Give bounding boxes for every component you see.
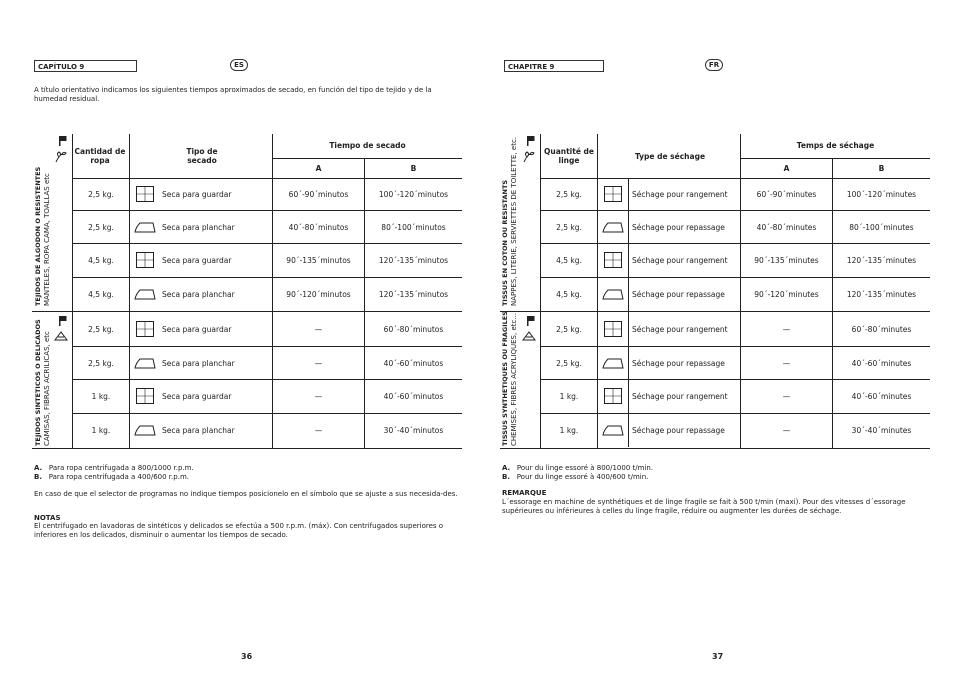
notes-text: L´essorage en machine de synthétiques et de linge fragile se fait à 500 t/min (maxi). Pour des vitesses d´essorage supérieures ou inférieures à celles du linge fragile, réduire ou augmenter les durées de séchage. [502,498,906,515]
delicate-icon [522,330,536,342]
type-cell: Seca para planchar [162,358,235,368]
type-cell: Seca para planchar [162,290,235,299]
time-a-cell: 90´-120´minutos [286,290,351,299]
type-cell: Seca para guardar [162,256,232,265]
time-a-cell: 60´-90´minutos [288,190,349,199]
cupboard-icon [604,252,622,268]
note-a: A. Para ropa centrifugada a 800/1000 r.p.m. [34,464,194,472]
time-a-cell: — [314,358,323,368]
language-badge: ES [230,59,248,71]
iron-icon [602,220,624,234]
time-a-cell: 90´-135´minutos [286,256,351,265]
note-a: A. Pour du linge essoré à 800/1000 t/min. [502,464,654,472]
intro-text: A título orientativo indicamos los siguientes tiempos aproximados de secado, en función del tipo de tejido y de la humedad residual. [34,86,432,103]
iron-icon [602,287,624,301]
quantity-cell: 2,5 kg. [556,190,582,199]
group1-label: TEJIDOS DE ALGODON O RESISTENTES MANTELES, ROPA CAMA, TOALLAS etc [34,166,51,306]
type-cell: Seca para guardar [162,392,232,401]
cupboard-icon [604,186,622,202]
flag-icon [59,316,67,326]
time-b-cell: 40´-60´minutes [851,358,912,368]
time-b-cell: 120´-135´minutes [846,256,917,265]
group2-label: TISSUS SYNTHETIQUES OU FRAGILES CHEMISES, FIBRES ACRYLIQUES, etc... [501,311,518,446]
time-a-cell: 40´-80´minutos [288,222,349,232]
time-b-cell: 40´-60´minutos [383,392,444,401]
iron-icon [134,287,156,301]
time-b-cell: 120´-135´minutes [846,290,917,299]
time-a-cell: — [782,392,791,401]
quantity-cell: 4,5 kg. [556,290,582,299]
type-cell: Séchage pour repassage [632,222,725,232]
chapter-label: CAPÍTULO 9 [34,60,137,72]
header-a: A [783,164,790,173]
iron-icon [602,423,624,437]
time-a-cell: — [782,426,791,435]
quantity-cell: 2,5 kg. [556,358,582,368]
flag-icon [527,316,535,326]
type-cell: Séchage pour repassage [632,290,725,299]
time-a-cell: 90´-135´minutes [754,256,819,265]
cupboard-icon [136,252,154,268]
time-b-cell: 30´-40´minutes [851,426,912,435]
time-b-cell: 120´-135´minutos [378,256,449,265]
time-b-cell: 30´-40´minutos [383,426,444,435]
type-cell: Seca para guardar [162,324,232,334]
type-cell: Séchage pour repassage [632,426,725,435]
type-cell: Séchage pour rangement [632,256,728,265]
time-a-cell: — [782,324,791,334]
page-number: 36 [241,652,253,661]
group1-label: TISSUS EN COTON OU RESISTANTS NAPPES, LITERIE, SERVIETTES DE TOILETTE, etc. [501,136,518,306]
selector-paragraph: En caso de que el selector de programas no indique tiempos posicionelo en el símbolo que se ajuste a sus necesida-des. [34,490,458,498]
header-b: B [878,164,885,173]
header-type: Tipo de secado [186,147,218,165]
quantity-cell: 2,5 kg. [88,222,114,232]
type-cell: Seca para planchar [162,222,235,232]
header-time: Temps de séchage [796,140,875,150]
header-b: B [410,164,417,173]
time-b-cell: 40´-60´minutes [851,392,912,401]
quantity-cell: 1 kg. [91,392,111,401]
time-b-cell: 40´-60´minutos [383,358,444,368]
iron-icon [134,220,156,234]
header-quantity: Cantidad de ropa [74,147,126,165]
time-b-cell: 100´-120´minutos [378,190,449,199]
quantity-cell: 1 kg. [559,426,579,435]
quantity-cell: 2,5 kg. [88,190,114,199]
time-a-cell: — [782,358,791,368]
header-type: Type de séchage [634,151,706,161]
quantity-cell: 2,5 kg. [556,222,582,232]
flag-icon [527,136,535,146]
type-cell: Séchage pour rangement [632,324,728,334]
quantity-cell: 4,5 kg. [556,256,582,265]
time-a-cell: — [314,426,323,435]
cupboard-icon [136,321,154,337]
cupboard-icon [604,321,622,337]
header-a: A [315,164,322,173]
iron-icon [134,356,156,370]
time-a-cell: — [314,392,323,401]
time-b-cell: 60´-80´minutes [851,324,912,334]
quantity-cell: 2,5 kg. [556,324,582,334]
time-b-cell: 80´-100´minutos [381,222,446,232]
quantity-cell: 4,5 kg. [88,290,114,299]
notes-title: REMARQUE [502,489,547,497]
quantity-cell: 1 kg. [91,426,111,435]
chapter-label: CHAPITRE 9 [504,60,604,72]
type-cell: Séchage pour rangement [632,190,728,199]
type-cell: Séchage pour repassage [632,358,725,368]
header-time: Tiempo de secado [329,140,406,150]
quantity-cell: 2,5 kg. [88,324,114,334]
cupboard-icon [136,186,154,202]
type-cell: Séchage pour rangement [632,392,728,401]
time-a-cell: 40´-80´minutes [756,222,817,232]
delicate-icon [54,330,68,342]
time-b-cell: 80´-100´minutes [849,222,914,232]
drying-table [500,134,930,449]
time-a-cell: 60´-90´minutes [756,190,817,199]
header-quantity: Quantité de linge [543,147,594,165]
quantity-cell: 4,5 kg. [88,256,114,265]
cotton-icon [54,150,68,164]
note-b: B. Pour du linge essoré à 400/600 t/min. [502,473,649,481]
time-a-cell: 90´-120´minutes [754,290,819,299]
flag-icon [59,136,67,146]
note-b: B. Para ropa centrifugada a 400/600 r.p.m. [34,473,189,481]
time-b-cell: 100´-120´minutes [846,190,917,199]
time-b-cell: 120´-135´minutos [378,290,449,299]
quantity-cell: 1 kg. [559,392,579,401]
quantity-cell: 2,5 kg. [88,358,114,368]
time-a-cell: — [314,324,323,334]
time-b-cell: 60´-80´minutos [383,324,444,334]
type-cell: Seca para planchar [162,426,235,435]
drying-table [32,134,462,449]
page-number: 37 [712,652,724,661]
type-cell: Seca para guardar [162,190,232,199]
iron-icon [134,423,156,437]
iron-icon [602,356,624,370]
cupboard-icon [604,388,622,404]
group2-label: TEJIDOS SINTETICOS O DELICADOS CAMISAS, FIBRAS ACRILICAS, etc [34,319,51,446]
cotton-icon [522,150,536,164]
cupboard-icon [136,388,154,404]
language-badge: FR [705,59,723,71]
notes-text: El centrifugado en lavadoras de sintéticos y delicados se efectúa a 500 r.p.m. (máx). Con centrifugados superiores o inferiores en los delicados, disminuir o aumentar los tiempos de secado. [34,522,444,539]
notes-title: NOTAS [34,514,61,522]
